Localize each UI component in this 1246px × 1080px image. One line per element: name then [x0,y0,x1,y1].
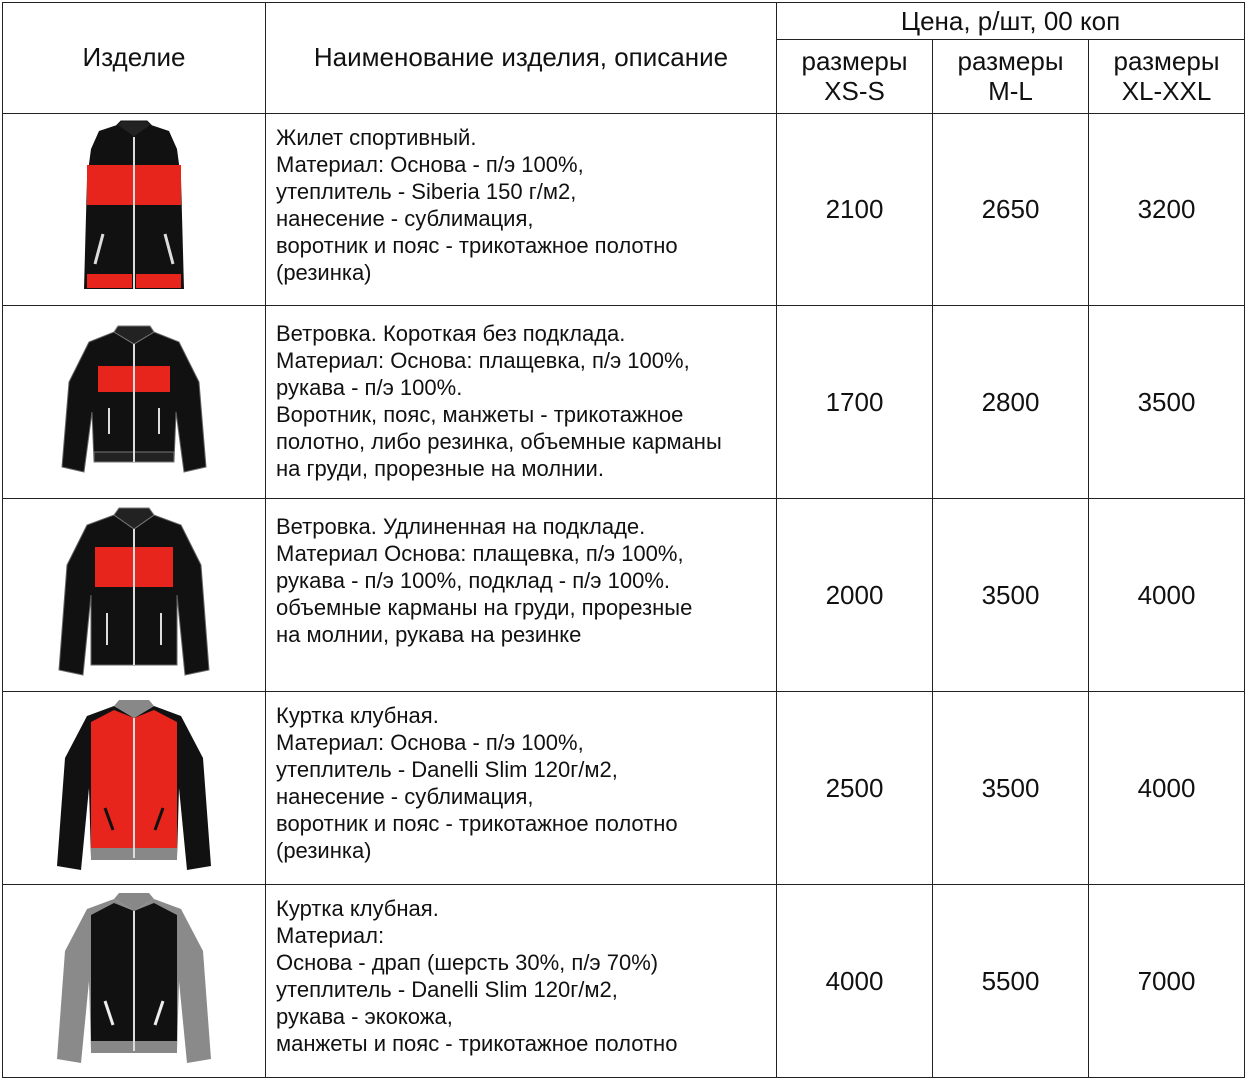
price-m-l: 3500 [933,499,1089,692]
header-price: Цена, р/шт, 00 коп [777,3,1245,40]
price-xs-s: 4000 [777,885,933,1078]
product-image-cell [3,499,266,692]
price-xs-s: 2000 [777,499,933,692]
table-row [3,113,1245,306]
price-table [2,2,1245,1078]
header-size-xs-s: размеры XS-S [777,40,933,113]
header-item: Изделие [3,3,266,114]
price-xl-xxl: 3500 [1089,306,1245,499]
product-image-cell [3,113,266,306]
price-m-l: 2650 [933,113,1089,306]
product-image-cell [3,306,266,499]
price-xl-xxl: 7000 [1089,885,1245,1078]
product-description: Ветровка. Короткая без подклада. Материал: Основа: плащевка, п/э 100%, рукава - п/э 100%. Воротник, пояс, манжеты - трикотажное полотно, либо резинка, объемные карманы на груди, прорезные на молнии. [266,306,777,499]
club-jacket-red-icon [49,698,219,878]
product-description: Куртка клубная. Материал: Основа - драп (шерсть 30%, п/э 70%) утеплитель - Danelli Slim 120г/м2, рукава - экокожа, манжеты и пояс - трикотажное полотно [266,885,777,1078]
short-windbreaker-icon [54,322,214,482]
product-description: Ветровка. Удлиненная на подкладе. Материал Основа: плащевка, п/э 100%, рукава - п/э 100%, подклад - п/э 100%. объемные карманы на груди, прорезные на молнии, рукава на резинке [266,499,777,692]
price-m-l: 5500 [933,885,1089,1078]
table-row [3,885,1245,1078]
price-xs-s: 1700 [777,306,933,499]
long-windbreaker-icon [49,505,219,685]
price-xl-xxl: 3200 [1089,113,1245,306]
price-m-l: 2800 [933,306,1089,499]
table-row [3,499,1245,692]
product-description: Жилет спортивный. Материал: Основа - п/э 100%, утеплитель - Siberia 150 г/м2, нанесение - сублимация, воротник и пояс - трикотажное полотно (резинка) [266,113,777,306]
table-row [3,692,1245,885]
vest-icon [59,119,209,299]
header-size-xl-xxl: размеры XL-XXL [1089,40,1245,113]
product-image-cell [3,885,266,1078]
header-description: Наименование изделия, описание [266,3,777,114]
club-jacket-grey-icon [49,891,219,1071]
header-size-m-l: размеры M-L [933,40,1089,113]
table-row [3,306,1245,499]
price-xl-xxl: 4000 [1089,692,1245,885]
price-xs-s: 2500 [777,692,933,885]
price-xl-xxl: 4000 [1089,499,1245,692]
price-m-l: 3500 [933,692,1089,885]
product-description: Куртка клубная. Материал: Основа - п/э 100%, утеплитель - Danelli Slim 120г/м2, нанесение - сублимация, воротник и пояс - трикотажное полотно (резинка) [266,692,777,885]
product-image-cell [3,692,266,885]
price-xs-s: 2100 [777,113,933,306]
